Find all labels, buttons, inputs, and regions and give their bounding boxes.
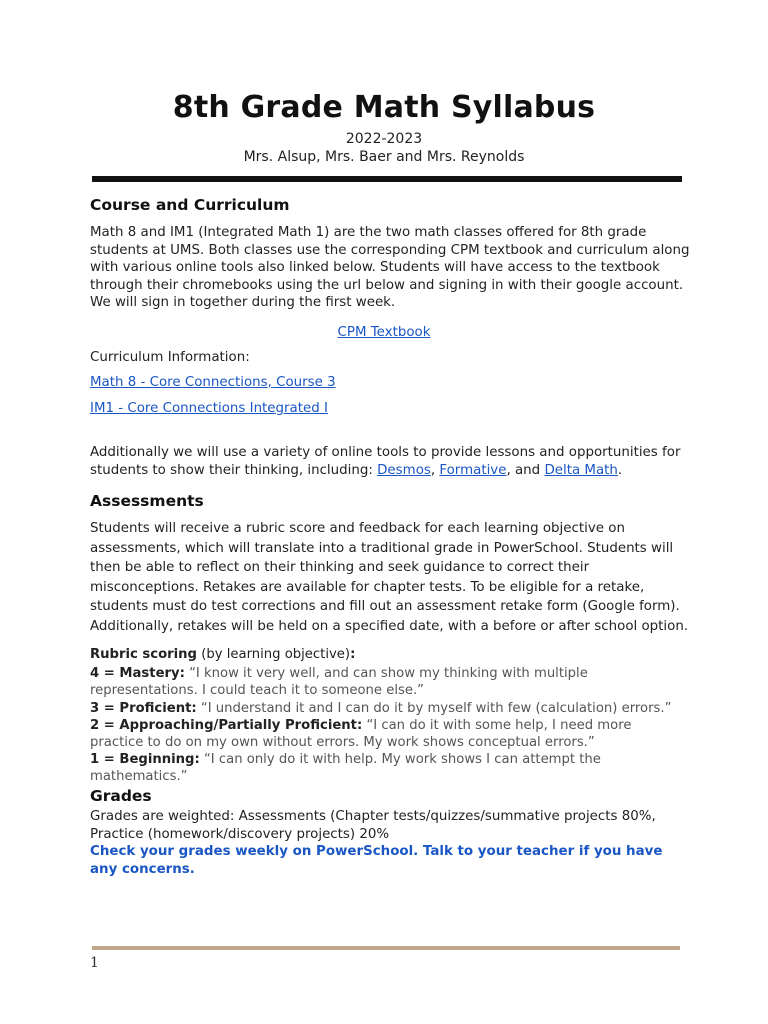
formative-link[interactable]: Formative xyxy=(439,462,507,478)
rubric-level-text: “I understand it and I can do it by myself with few (calculation) errors.” xyxy=(196,700,672,716)
rubric-level xyxy=(90,751,680,785)
online-tools-paragraph xyxy=(90,444,690,479)
curriculum-label: Curriculum Information: xyxy=(90,350,250,365)
page-title: 8th Grade Math Syllabus xyxy=(172,90,596,125)
rubric-level-label: 3 = Proficient: xyxy=(90,700,197,716)
rubric-level-label: 4 = Mastery: xyxy=(90,666,185,682)
desmos-link[interactable]: Desmos xyxy=(377,462,431,478)
im1-row xyxy=(90,401,328,416)
rubric-subtitle: (by learning objective) xyxy=(197,647,351,662)
rubric-colon: : xyxy=(350,647,356,662)
teachers-line: Mrs. Alsup, Mrs. Baer and Mrs. Reynolds xyxy=(243,149,525,165)
im1-curriculum-link[interactable]: IM1 - Core Connections Integrated I xyxy=(90,401,328,416)
cpm-textbook-row xyxy=(0,325,768,340)
rubric-heading xyxy=(90,646,680,663)
tools-period: . xyxy=(617,462,623,478)
rubric-level-text: “I can do it with some help, I need more practice to do on my own without errors. My work shows conceptual errors.” xyxy=(90,717,632,751)
assessments-body: Students will receive a rubric score and feedback for each learning objective on assessments, which will translate into a traditional grade in PowerSchool. Students will then be able to reflect on their thinking and seek guidance to correct their misconceptions. Retakes are available for chapter tests. To be eligible for a retake, students must do test corrections and fill out an assessment retake form (Google form). Additionally, retakes will be held on a specified date, with a before or after school option. xyxy=(90,521,689,634)
grades-heading: Grades xyxy=(90,787,152,805)
footer-divider xyxy=(92,946,680,950)
course-intro: Math 8 and IM1 (Integrated Math 1) are the two math classes offered for 8th grade students at UMS. Both classes use the corresponding CPM textbook and curriculum along with various online tools also linked below. Students will have access to the textbook through their chromebooks using the url below and signing in with their google account. We will sign in together during the first week. xyxy=(90,225,690,310)
rubric-level-text: “I can only do it with help. My work shows I can attempt the mathematics.” xyxy=(90,752,601,785)
math8-row xyxy=(90,375,336,390)
rubric-level xyxy=(90,717,680,751)
delta-math-link[interactable]: Delta Math xyxy=(544,462,618,478)
course-heading: Course and Curriculum xyxy=(90,196,290,214)
grades-body: Grades are weighted: Assessments (Chapter tests/quizzes/summative projects 80%, Practice (homework/discovery projects) 20% xyxy=(90,809,656,842)
page-number: 1 xyxy=(90,955,99,971)
rubric-level xyxy=(90,700,680,717)
tools-separator: , and xyxy=(506,462,545,478)
school-year: 2022-2023 xyxy=(345,131,423,147)
title-divider xyxy=(92,176,682,182)
rubric-level-text: “I know it very well, and can show my thinking with multiple representations. I could teach it to someone else.” xyxy=(90,666,588,699)
tools-separator: , xyxy=(430,462,440,478)
assessments-heading: Assessments xyxy=(90,492,204,510)
cpm-textbook-link[interactable]: CPM Textbook xyxy=(337,325,431,340)
rubric-block xyxy=(90,646,680,786)
rubric-level xyxy=(90,665,680,699)
rubric-title: Rubric scoring xyxy=(90,647,197,662)
grades-notice: Check your grades weekly on PowerSchool. Talk to your teacher if you have any concerns. xyxy=(90,844,663,877)
rubric-level-label: 1 = Beginning: xyxy=(90,752,200,768)
math8-curriculum-link[interactable]: Math 8 - Core Connections, Course 3 xyxy=(90,375,336,390)
online-tools-text: Additionally we will use a variety of online tools to provide lessons and opportunities for students to show their thinking, including: xyxy=(90,445,681,478)
rubric-level-label: 2 = Approaching/Partially Proficient: xyxy=(90,717,363,733)
